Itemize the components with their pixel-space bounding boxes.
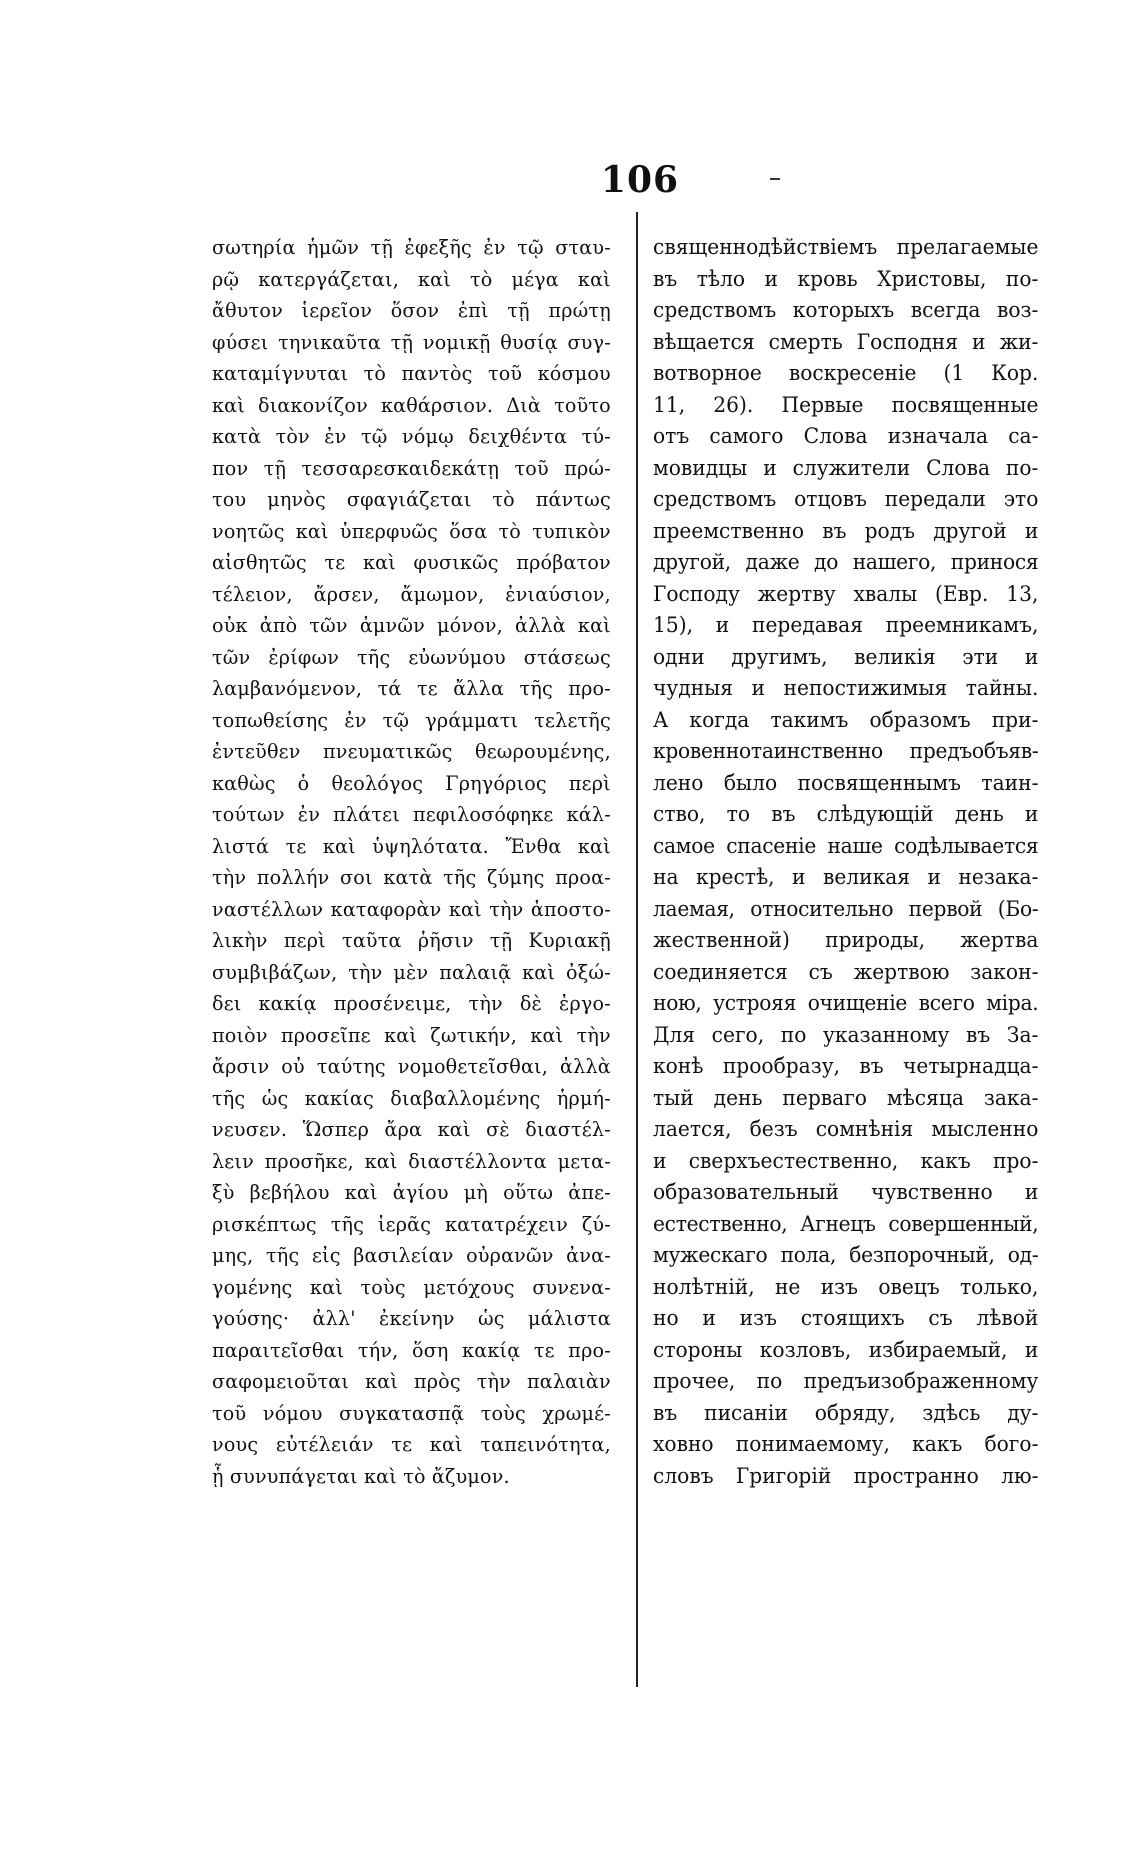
russian-line: Для сего, по указанному въ За- (653, 1022, 1039, 1048)
greek-line: καθὼς ὁ θεολόγος Γρηγόριος περὶ (212, 771, 611, 795)
greek-line: τέλειον, ἄρσεν, ἄμωμον, ἐνιαύσιον, (212, 582, 611, 606)
russian-line: но и изъ стоящихъ съ лѣвой (653, 1306, 1039, 1331)
greek-line: σωτηρία ἡμῶν τῇ ἐφεξῆς ἐν τῷ σταυ- (212, 236, 611, 259)
russian-line: образовательный чувственно и (653, 1180, 1039, 1205)
greek-line: νευσεν. Ὥσπερ ἄρα καὶ σὲ διαστέλ- (212, 1118, 611, 1141)
greek-line: καταμίγνυται τὸ παντὸς τοῦ κόσμου (212, 362, 611, 385)
greek-line: φύσει τηνικαῦτα τῇ νομικῇ θυσίᾳ συγ- (212, 330, 611, 354)
russian-line: средствомъ отцовъ передали это (653, 487, 1039, 512)
russian-line: прочее, по предъизображенному (653, 1369, 1039, 1394)
greek-line: τοῦ νόμου συγκατασπᾷ τοὺς χρωμέ- (212, 1401, 611, 1425)
greek-line: καὶ διακονίζον καθάρσιον. Διὰ τοῦτο (212, 393, 611, 417)
russian-line: въ тѣло и кровь Христовы, по- (653, 266, 1039, 292)
russian-line: Господу жертву хвалы (Евр. 13, (653, 581, 1039, 607)
greek-line: ξὺ βεβήλου καὶ ἁγίου μὴ οὕτω ἀπε- (212, 1181, 611, 1204)
russian-line: нолѣтній, не изъ овецъ только, (653, 1274, 1039, 1300)
greek-line: τῆς ὡς κακίας διαβαλλομένης ἡρμή- (212, 1086, 611, 1110)
column-divider (636, 212, 638, 1687)
greek-line: ἄθυτον ἱερεῖον ὅσον ἐπὶ τῇ πρώτῃ (212, 299, 611, 322)
russian-line: ховно понимаемому, какъ бого- (653, 1432, 1039, 1457)
greek-line: ποιὸν προσεῖπε καὶ ζωτικήν, καὶ τὴν (212, 1023, 611, 1047)
russian-line: и сверхъестественно, какъ про- (653, 1148, 1039, 1174)
greek-line: γούσης· ἀλλ' ἐκείνην ὡς μάλιστα (212, 1307, 611, 1330)
greek-line: δει κακίᾳ προσένειμε, τὴν δὲ ἐργο- (212, 992, 611, 1015)
greek-line: λικὴν περὶ ταῦτα ῥῆσιν τῇ Κυριακῇ (212, 929, 611, 952)
page-number: 106 (600, 159, 680, 201)
greek-line: μης, τῆς εἰς βασιλείαν οὐρανῶν ἀνα- (212, 1244, 611, 1267)
greek-line: ἐντεῦθεν πνευματικῶς θεωρουμένης, (212, 740, 611, 763)
russian-line: ною, устрояя очищеніе всего міра. (653, 991, 1039, 1016)
russian-line: 15), и передавая преемникамъ, (653, 613, 1039, 638)
russian-line: конѣ прообразу, въ четырнадца- (653, 1054, 1039, 1079)
russian-line: священнодѣйствіемъ прелагаемые (653, 235, 1039, 260)
greek-line: ἄρσιν οὐ ταύτης νομοθετεῖσθαι, ἀλλὰ (212, 1055, 611, 1078)
greek-line: γομένης καὶ τοὺς μετόχους συνενα- (212, 1275, 611, 1299)
greek-line: σαφομειοῦται καὶ πρὸς τὴν παλαιὰν (212, 1370, 611, 1393)
russian-line: самое спасеніе наше содѣлывается (653, 833, 1039, 859)
russian-line: средствомъ которыхъ всегда воз- (653, 298, 1039, 323)
russian-line: одни другимъ, великія эти и (653, 644, 1039, 670)
russian-line: мужескаго пола, безпорочный, од- (653, 1243, 1039, 1268)
greek-line: πον τῇ τεσσαρεσκαιδεκάτῃ τοῦ πρώ- (212, 456, 611, 480)
russian-line: въ писаніи обряду, здѣсь ду- (653, 1400, 1039, 1426)
greek-line: κατὰ τὸν ἐν τῷ νόμῳ δειχθέντα τύ- (212, 425, 611, 448)
greek-line: ρῷ κατεργάζεται, καὶ τὸ μέγα καὶ (212, 267, 611, 291)
greek-line: αἰσθητῶς τε καὶ φυσικῶς πρόβατον (212, 551, 611, 574)
greek-line: τοπωθείσης ἐν τῷ γράμματι τελετῆς (212, 708, 611, 732)
russian-line: естественно, Агнецъ совершенный, (653, 1211, 1039, 1237)
russian-line: лено было посвященнымъ таин- (653, 770, 1039, 796)
russian-line: словъ Григорій пространно лю- (653, 1463, 1039, 1489)
greek-line: τούτων ἐν πλάτει πεφιλοσόφηκε κάλ- (212, 803, 611, 826)
russian-line: стороны козловъ, избираемый, и (653, 1337, 1039, 1363)
greek-line: παραιτεῖσθαι τήν, ὅση κακίᾳ τε προ- (212, 1338, 611, 1362)
russian-line: другой, даже до нашего, принося (653, 550, 1039, 575)
russian-line: тый день перваго мѣсяца зака- (653, 1085, 1039, 1111)
russian-line: 11, 26). Первые посвященные (653, 392, 1039, 418)
russian-line: кровеннотаинственно предъобъяв- (653, 739, 1039, 764)
greek-line: οὐκ ἀπὸ τῶν ἀμνῶν μόνον, ἀλλὰ καὶ (212, 614, 611, 637)
russian-line: отъ самого Слова изначала са- (653, 424, 1039, 449)
russian-line: соединяется съ жертвою закон- (653, 959, 1039, 985)
russian-line: лается, безъ сомнѣнія мысленно (653, 1117, 1039, 1142)
russian-line: жественной) природы, жертва (653, 928, 1039, 953)
russian-column (653, 232, 1063, 1492)
greek-column (212, 232, 619, 1492)
russian-line: вѣщается смерть Господня и жи- (653, 329, 1039, 355)
russian-line: лаемая, относительно первой (Бо- (653, 896, 1039, 922)
greek-line: ρισκέπτως τῆς ἱερᾶς κατατρέχειν ζύ- (212, 1212, 611, 1236)
russian-line: А когда такимъ образомъ при- (653, 707, 1039, 733)
russian-line: преемственно въ родъ другой и (653, 518, 1039, 544)
greek-line: ναστέλλων καταφορὰν καὶ τὴν ἀποστο- (212, 897, 611, 921)
russian-line: на крестѣ, и великая и незака- (653, 865, 1039, 890)
russian-line: чудныя и непостижимыя тайны. (653, 676, 1039, 701)
russian-line: ство, то въ слѣдующій день и (653, 802, 1039, 827)
greek-line: τὴν πολλήν σοι κατὰ τῆς ζύμης προα- (212, 866, 611, 889)
greek-line: ᾗ συνυπάγεται καὶ τὸ ἄζυμον. (212, 1464, 510, 1488)
russian-line: мовидцы и служители Слова по- (653, 455, 1039, 481)
greek-line: τῶν ἐρίφων τῆς εὐωνύμου στάσεως (212, 645, 611, 669)
greek-line: νοητῶς καὶ ὑπερφυῶς ὅσα τὸ τυπικὸν (212, 519, 611, 543)
page-mark (770, 178, 780, 180)
russian-line: вотворное воскресеніе (1 Кор. (653, 361, 1039, 386)
greek-line: του μηνὸς σφαγιάζεται τὸ πάντως (212, 488, 611, 511)
greek-line: λειν προσῆκε, καὶ διαστέλλοντα μετα- (212, 1149, 611, 1173)
greek-line: συμβιβάζων, τὴν μὲν παλαιᾷ καὶ ὀξώ- (212, 960, 611, 984)
greek-line: λαμβανόμενον, τά τε ἄλλα τῆς προ- (212, 677, 611, 700)
greek-line: νους εὐτέλειάν τε καὶ ταπεινότητα, (212, 1433, 611, 1456)
greek-line: λιστά τε καὶ ὑψηλότατα. Ἔνθα καὶ (212, 834, 611, 858)
